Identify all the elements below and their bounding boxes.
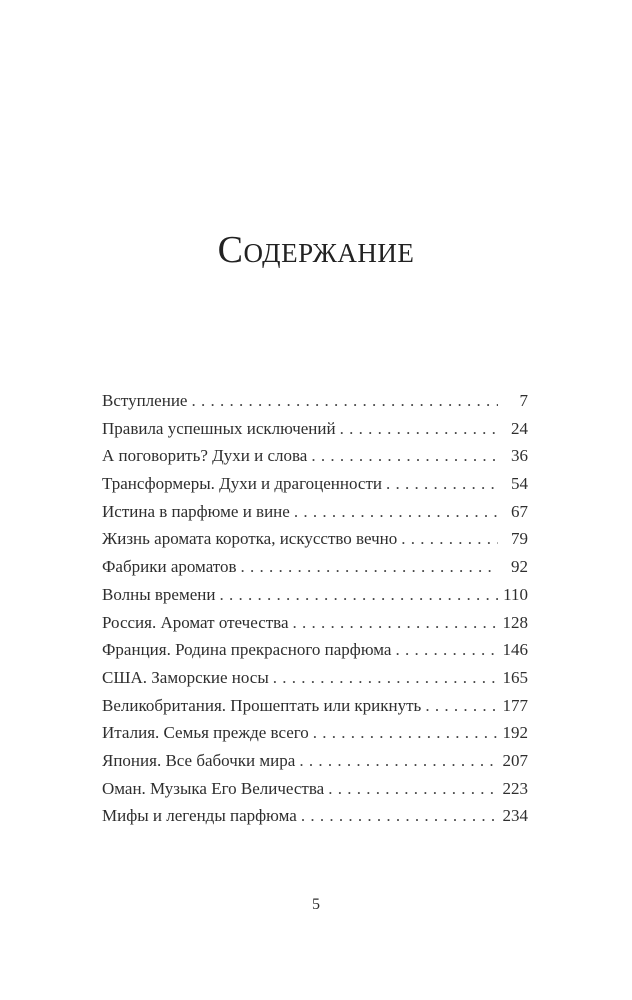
toc-entry[interactable] (102, 696, 528, 724)
dot-leader (293, 613, 498, 633)
toc-entry-page: 128 (498, 613, 528, 633)
toc-entry[interactable] (102, 474, 528, 502)
dot-leader (386, 474, 498, 494)
toc-entry[interactable] (102, 779, 528, 807)
toc-entry-page: 207 (498, 751, 528, 771)
toc-entry-title: США. Заморские носы (102, 667, 269, 687)
toc-entry-page: 177 (498, 696, 528, 716)
toc-entry[interactable] (102, 529, 528, 557)
toc-entry-title: Трансформеры. Духи и драгоценности (102, 474, 382, 494)
toc-entry-title: Фабрики ароматов (102, 557, 237, 577)
dot-leader (299, 751, 498, 771)
dot-leader (340, 419, 498, 439)
toc-entry-title: А поговорить? Духи и слова (102, 446, 308, 466)
toc-entry-title: Правила успешных исключений (102, 418, 336, 438)
toc-entry-title: Россия. Аромат отечества (102, 612, 289, 632)
toc-entry-title: Вступление (102, 391, 188, 410)
toc-entry[interactable] (102, 585, 528, 613)
toc-entry-page: 234 (498, 806, 528, 826)
toc-entry-page: 54 (498, 474, 528, 494)
toc-entry[interactable] (102, 806, 528, 834)
toc-entry[interactable] (102, 640, 528, 668)
dot-leader (191, 391, 498, 411)
dot-leader (241, 557, 498, 577)
dot-leader (219, 585, 498, 605)
toc-entry[interactable] (102, 751, 528, 779)
page-title: Содержание (217, 229, 415, 271)
toc-entry-title: Япония. Все бабочки мира (102, 750, 296, 770)
toc-entry-page: 92 (498, 557, 528, 577)
toc-entry-page: 67 (498, 502, 528, 522)
dot-leader (328, 779, 498, 799)
toc-entry-title: Оман. Музыка Его Величества (102, 778, 325, 798)
toc-entry[interactable] (102, 502, 528, 530)
toc-entry-page: 7 (498, 391, 528, 411)
toc-entry[interactable] (102, 557, 528, 585)
toc-entry-page: 192 (498, 723, 528, 743)
toc-entry-page: 223 (498, 779, 528, 799)
toc-entry[interactable] (102, 668, 528, 696)
toc-entry[interactable] (102, 446, 528, 474)
dot-leader (294, 502, 498, 522)
toc-entry-title: Италия. Семья прежде всего (102, 723, 309, 743)
toc-entry-page: 24 (498, 419, 528, 439)
toc-entry[interactable] (102, 391, 528, 419)
dot-leader (301, 806, 498, 826)
toc-entry-page: 110 (498, 585, 528, 605)
toc-entry-title: Волны времени (102, 584, 216, 604)
toc-entry[interactable] (102, 723, 528, 751)
dot-leader (273, 668, 498, 688)
table-of-contents (102, 391, 528, 834)
toc-entry-page: 36 (498, 446, 528, 466)
dot-leader (313, 723, 498, 743)
toc-entry-page: 79 (498, 529, 528, 549)
page-number: 5 (312, 896, 320, 913)
toc-entry-title: Мифы и легенды парфюма (102, 806, 297, 826)
dot-leader (311, 446, 498, 466)
dot-leader (401, 529, 498, 549)
toc-entry[interactable] (102, 419, 528, 447)
toc-entry[interactable] (102, 613, 528, 641)
dot-leader (425, 696, 498, 716)
toc-entry-title: Франция. Родина прекрасного парфюма (102, 640, 392, 660)
toc-entry-title: Великобритания. Прошептать или крикнуть (102, 695, 422, 715)
toc-entry-page: 146 (498, 640, 528, 660)
dot-leader (395, 640, 498, 660)
toc-entry-page: 165 (498, 668, 528, 688)
toc-entry-title: Жизнь аромата коротка, искусство вечно (102, 529, 398, 549)
toc-entry-title: Истина в парфюме и вине (102, 501, 290, 521)
